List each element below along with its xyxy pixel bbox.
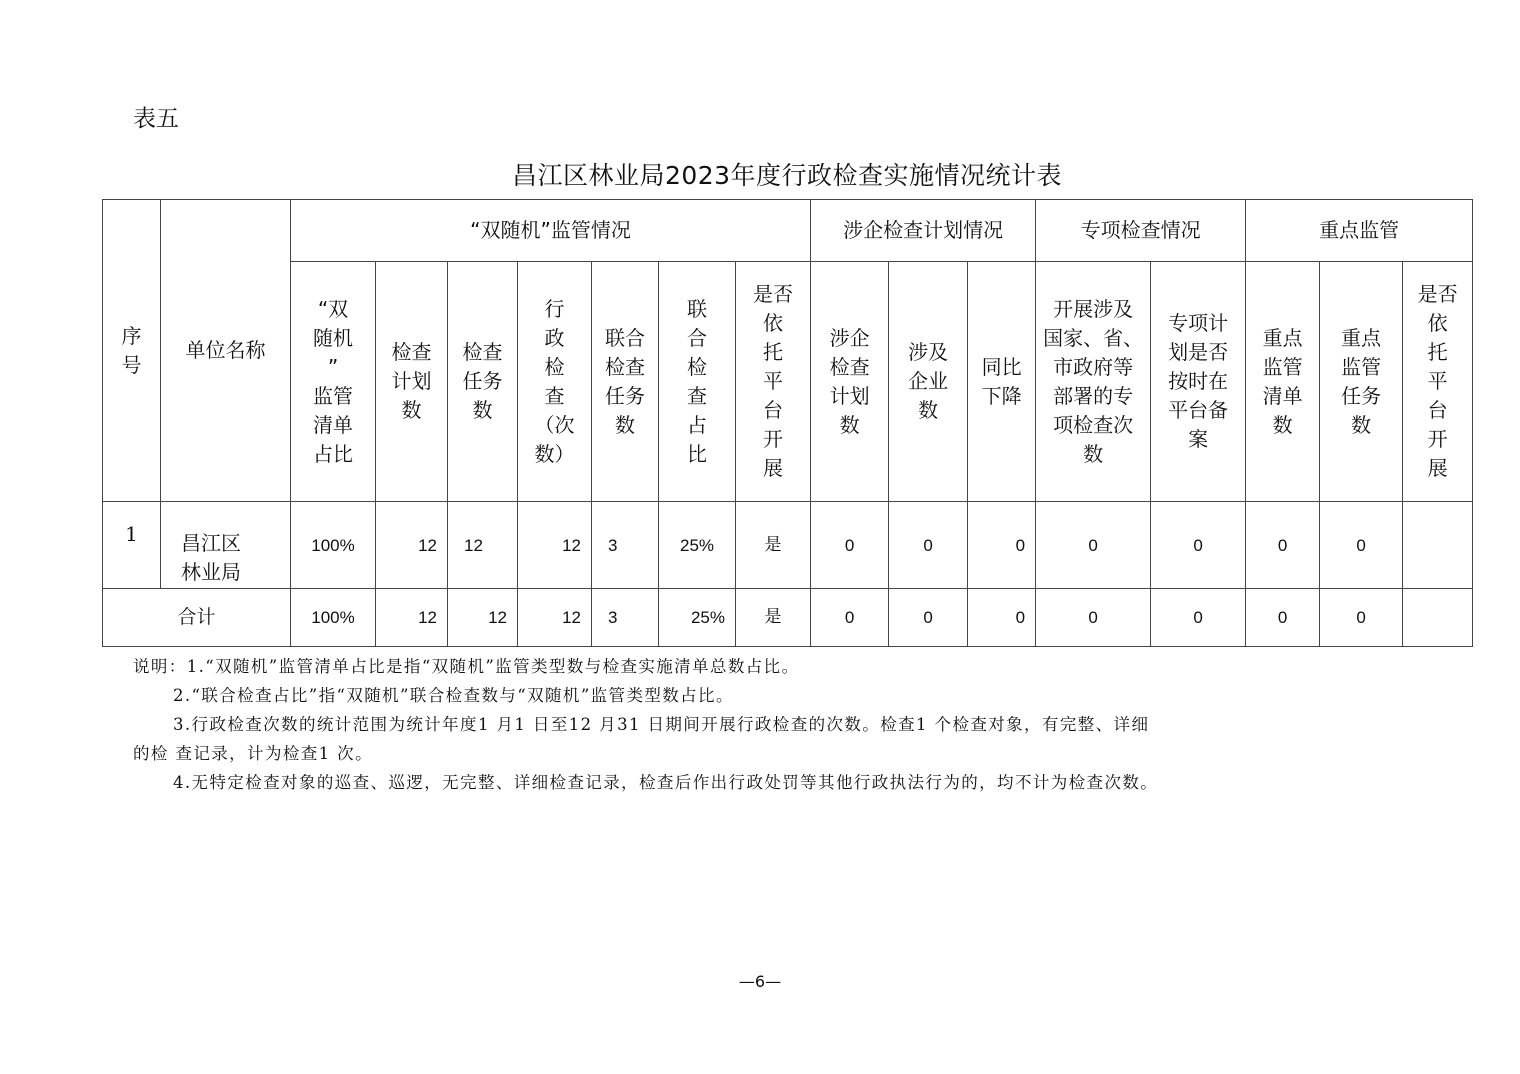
note-3: 3.行政检查次数的统计范围为统计年度1 月1 日至12 月31 日期间开展行政检查的次数。检查1 个检查对象，有完整、详细 xyxy=(173,715,1150,734)
total-joint-task-count: 3 xyxy=(592,589,659,647)
cell-plan-count: 12 xyxy=(376,502,448,589)
header-joint-ratio: 联 合 检 查 占 比 xyxy=(659,262,736,502)
note-3-continued: 的检 查记录，计为检查1 次。 xyxy=(133,744,373,763)
header-platform-random: 是否 依 托 平 台 开 展 xyxy=(736,262,811,502)
cell-key-list: 0 xyxy=(1246,502,1320,589)
header-group-special: 专项检查情况 xyxy=(1036,200,1246,262)
header-group-enterprise: 涉企检查计划情况 xyxy=(811,200,1036,262)
table-label: 表五 xyxy=(133,106,179,132)
header-group-random: “双随机”监管情况 xyxy=(291,200,811,262)
notes-section xyxy=(133,652,1423,797)
cell-joint-ratio: 25% xyxy=(659,502,736,589)
table-row xyxy=(103,502,1473,589)
header-key-list: 重点 监管 清单 数 xyxy=(1246,262,1320,502)
total-key-platform xyxy=(1403,589,1473,647)
row-index: 1 xyxy=(103,502,161,589)
page-number: —6— xyxy=(738,972,782,991)
cell-enterprise-plan: 0 xyxy=(811,502,889,589)
header-random-list-ratio: “双 随机 ” 监管 清单 占比 xyxy=(291,262,376,502)
total-admin-inspections: 12 xyxy=(518,589,592,647)
total-random-list-ratio: 100% xyxy=(291,589,376,647)
total-yoy-decline: 0 xyxy=(968,589,1036,647)
cell-joint-task-count: 3 xyxy=(592,502,659,589)
header-enterprise-plan: 涉企 检查 计划 数 xyxy=(811,262,889,502)
header-key-platform: 是否 依 托 平 台 开 展 xyxy=(1403,262,1473,502)
total-enterprise-plan: 0 xyxy=(811,589,889,647)
header-unit-name: 单位名称 xyxy=(161,200,291,502)
header-group-row xyxy=(103,200,1473,262)
cell-task-count: 12 xyxy=(448,502,518,589)
header-joint-task-count: 联合 检查 任务 数 xyxy=(592,262,659,502)
total-key-list: 0 xyxy=(1246,589,1320,647)
total-key-tasks: 0 xyxy=(1320,589,1403,647)
note-1: 说明：1.“双随机”监管清单占比是指“双随机”监管类型数与检查实施清单总数占比。 xyxy=(133,657,800,676)
cell-special-filed: 0 xyxy=(1151,502,1246,589)
cell-national-special: 0 xyxy=(1036,502,1151,589)
header-column-row xyxy=(103,262,1473,502)
row-unit-name: 昌江区 林业局 xyxy=(161,502,291,589)
total-row xyxy=(103,589,1473,647)
header-key-tasks: 重点 监管 任务 数 xyxy=(1320,262,1403,502)
header-enterprises-involved: 涉及 企业 数 xyxy=(889,262,968,502)
total-national-special: 0 xyxy=(1036,589,1151,647)
cell-key-platform xyxy=(1403,502,1473,589)
header-plan-count: 检查 计划 数 xyxy=(376,262,448,502)
inspection-stats-table xyxy=(102,199,1473,647)
header-special-filed: 专项计 划是否 按时在 平台备 案 xyxy=(1151,262,1246,502)
total-joint-ratio: 25% xyxy=(659,589,736,647)
cell-random-list-ratio: 100% xyxy=(291,502,376,589)
total-label: 合计 xyxy=(103,589,291,647)
note-4: 4.无特定检查对象的巡查、巡逻，无完整、详细检查记录，检查后作出行政处罚等其他行政执法行为的，均不计为检查次数。 xyxy=(173,773,1159,792)
header-admin-inspections: 行 政 检 查 （次 数） xyxy=(518,262,592,502)
cell-platform-random: 是 xyxy=(736,502,811,589)
total-platform-random: 是 xyxy=(736,589,811,647)
total-task-count: 12 xyxy=(448,589,518,647)
header-national-special: 开展涉及 国家、省、 市政府等 部署的专 项检查次 数 xyxy=(1036,262,1151,502)
header-index: 序 号 xyxy=(103,200,161,502)
cell-enterprises-involved: 0 xyxy=(889,502,968,589)
header-task-count: 检查 任务 数 xyxy=(448,262,518,502)
cell-yoy-decline: 0 xyxy=(968,502,1036,589)
cell-key-tasks: 0 xyxy=(1320,502,1403,589)
total-enterprises-involved: 0 xyxy=(889,589,968,647)
total-special-filed: 0 xyxy=(1151,589,1246,647)
total-plan-count: 12 xyxy=(376,589,448,647)
header-group-key: 重点监管 xyxy=(1246,200,1473,262)
header-yoy-decline: 同比 下降 xyxy=(968,262,1036,502)
cell-admin-inspections: 12 xyxy=(518,502,592,589)
document-title: 昌江区林业局2023年度行政检查实施情况统计表 xyxy=(511,161,1063,190)
note-2: 2.“联合检查占比”指“双随机”联合检查数与“双随机”监管类型数占比。 xyxy=(173,686,734,705)
